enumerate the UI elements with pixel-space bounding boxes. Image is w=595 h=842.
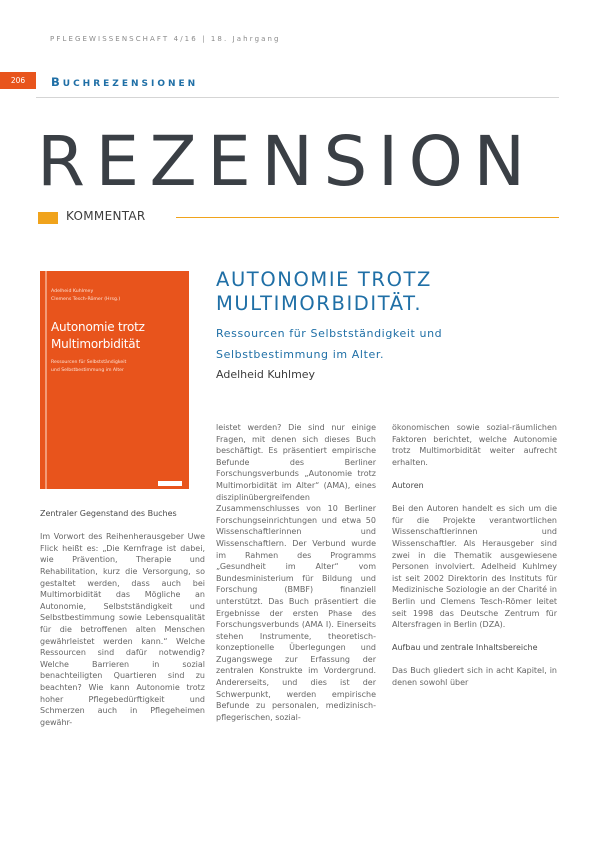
section-label-initial: B <box>51 75 63 89</box>
banner-title: REZENSION <box>37 122 536 202</box>
article-author: Adelheid Kuhlmey <box>216 368 316 381</box>
article-subtitle-line: Selbstbestimmung im Alter. <box>216 348 385 361</box>
paragraph: Im Vorwort des Reihenherausgeber Uwe Flick heißt es: „Die Kernfrage ist dabei, wie Prävention, Therapie und Rehabilitation, kurz die Versorgung, so gestaltet werden, dass auch bei Multimorbidität das Mögliche an Autonomie, Selbstständigkeit und Selbstbestimmung sowie Lebensqualität für die betroffenen alten Menschen gewährleistet werden kann.“ Welche Ressourcen sind dafür notwendig? Welche Barrieren in sozial benachteiligten Quartieren sind zu beachten? Wie kann Autonomie trotz hoher Pflegebedürftigkeit und Schmerzen auch in Pflegeheimen gewähr- <box>40 532 205 727</box>
section-label-rest: UCHREZENSIONEN <box>62 79 199 89</box>
book-cover-subtitle <box>51 359 126 375</box>
book-cover-author-line: Clemens Tesch-Römer (Hrsg.) <box>51 297 121 302</box>
article-title-line: AUTONOMIE TROTZ <box>216 268 432 291</box>
book-cover-author-line: Adelheid Kuhlmey <box>51 289 94 294</box>
page-number: 206 <box>0 72 36 89</box>
running-header: PFLEGEWISSENSCHAFT 4/16 | 18. Jahrgang <box>50 35 281 43</box>
book-cover-subtitle-line: und Selbstbestimmung im Alter <box>51 368 124 373</box>
section-label <box>51 75 198 89</box>
book-cover-image <box>40 271 189 489</box>
text-column-1 <box>40 508 205 740</box>
subheading: Aufbau und zentrale Inhaltsbereiche <box>392 643 538 653</box>
book-cover-title-line: Multimorbidität <box>51 337 140 351</box>
subheading: Autoren <box>392 480 424 490</box>
article-title <box>216 268 432 316</box>
article-subtitle-line: Ressourcen für Selbstständigkeit und <box>216 327 443 340</box>
paragraph: Bei den Autoren handelt es sich um die für die Projekte verantwortlichen Wissenschaftlerinnen und Wissenschaftler. Als Herausgeber sind zwei in die Thematik ausgewiesene Personen involviert. Adelheid Kuhlmey ist seit 2002 Direktorin des Instituts für Medizinische Soziologie an der Charité in Berlin und Clemens Tesch-Römer leitet seit 1998 das Deutsche Zentrum für Altersfragen in Berlin (DZA). <box>392 504 557 630</box>
kommentar-accent-block <box>38 212 58 224</box>
book-cover-title-line: Autonomie trotz <box>51 320 145 334</box>
text-column-2 <box>216 422 376 735</box>
article-subtitle <box>216 323 442 365</box>
book-cover-subtitle-line: Ressourcen für Selbstständigkeit <box>51 360 127 365</box>
book-cover-title <box>51 319 145 353</box>
section-divider <box>36 97 559 98</box>
article-title-line: MULTIMORBIDITÄT. <box>216 292 423 315</box>
subheading: Zentraler Gegenstand des Buches <box>40 509 177 518</box>
paragraph: ökonomischen sowie sozial-räumlichen Faktoren berichtet, welche Autonomie trotz Multimorbidität weiter aufrecht erhalten. <box>392 423 557 467</box>
kommentar-rule <box>176 217 559 218</box>
paragraph: Das Buch gliedert sich in acht Kapitel, in denen sowohl über <box>392 666 557 688</box>
banner-subtitle: KOMMENTAR <box>66 209 146 223</box>
text-column-3 <box>392 422 557 700</box>
book-cover-stripe <box>45 271 47 489</box>
paragraph: leistet werden? Die sind nur einige Fragen, mit denen sich dieses Buch beschäftigt. Es präsentiert empirische Befunde des Berliner Forschungsverbunds „Autonomie trotz Multimorbidität im Alter“ (AMA), eines disziplinübergreifenden Zusammenschlusses von 10 Berliner Forschungseinrichtungen und etwa 50 Wissenschaftlerinnen und Wissenschaftlern. Der Verbund wurde im Rahmen des Programms „Gesundheit im Alter“ vom Bundesministerium für Bildung und Forschung (BMBF) finanziell unterstützt. Das Buch präsentiert die Ergebnisse der ersten Phase des Forschungsverbunds (AMA I). Einerseits stehen Instrumente, theoretisch-konzeptionelle Überlegungen und Zugangswege zur Erfassung der zentralen Konstrukte im Vordergrund. Andererseits, und dies ist der Schwerpunkt, werden empirische Befunde zu personalen, medizinisch-pflegerischen, sozial- <box>216 423 376 722</box>
book-cover-authors <box>51 288 120 304</box>
publisher-logo <box>158 481 182 486</box>
